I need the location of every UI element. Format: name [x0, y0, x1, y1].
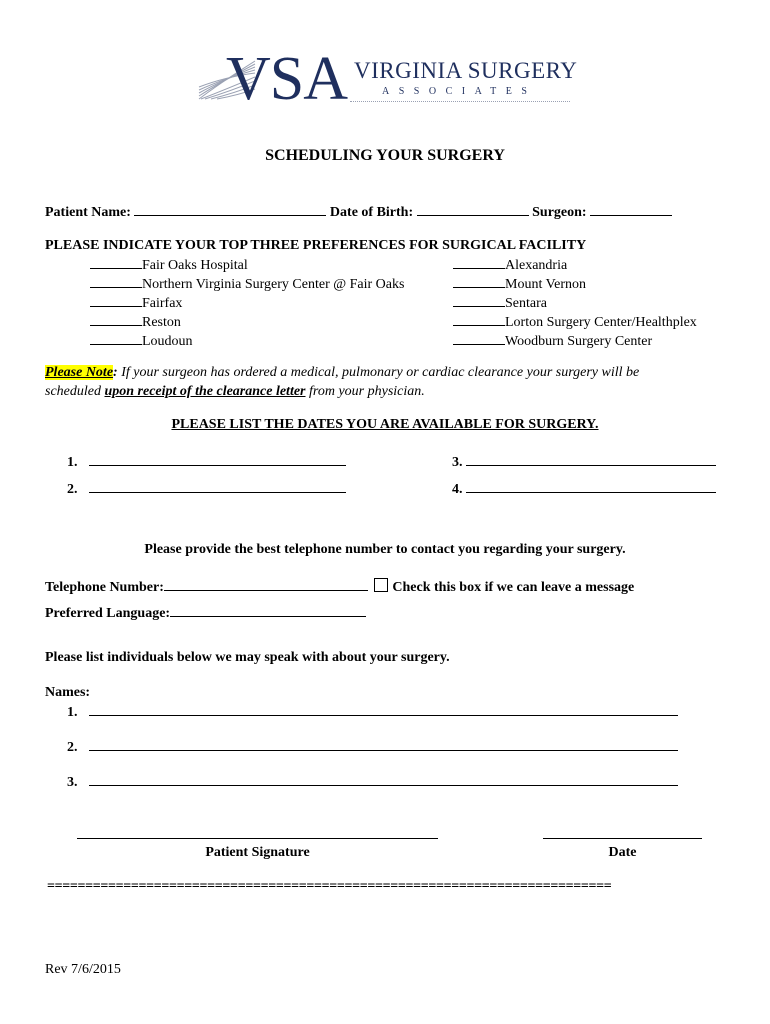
facility-option[interactable]: [453, 294, 697, 313]
date-number: 1.: [67, 455, 78, 470]
facility-option[interactable]: [90, 275, 404, 294]
date-line-2[interactable]: [67, 480, 346, 498]
logo-sub: ASSOCIATES: [382, 86, 537, 97]
facility-label: Mount Vernon: [505, 277, 587, 292]
facility-label: Northern Virginia Surgery Center @ Fair Oaks: [142, 277, 405, 292]
facility-option[interactable]: [90, 256, 404, 275]
facility-option[interactable]: [90, 332, 404, 351]
patient-info-row: [45, 203, 672, 221]
leave-message-checkbox[interactable]: [374, 578, 388, 592]
facility-right-list: [453, 256, 697, 351]
phone-intro: Please provide the best telephone number to contact you regarding your surgery.: [144, 542, 626, 557]
facility-option[interactable]: [90, 294, 404, 313]
separator: ==========================================================================: [47, 879, 612, 894]
facility-label: Reston: [142, 315, 181, 330]
note-text-line1: If your surgeon has ordered a medical, pulmonary or cardiac clearance your surgery will be: [117, 365, 640, 380]
note-text-line2a: scheduled: [45, 384, 105, 399]
facility-label: Sentara: [505, 296, 547, 311]
facility-label: Fairfax: [142, 296, 183, 311]
telephone-row: [45, 578, 634, 596]
names-label: Names:: [45, 685, 91, 700]
facility-option[interactable]: [90, 313, 404, 332]
leave-message-label: Check this box if we can leave a message: [392, 580, 635, 595]
date-line-1[interactable]: [67, 453, 346, 471]
facility-label: Fair Oaks Hospital: [142, 258, 248, 273]
clearance-note: [45, 363, 639, 401]
note-colon: :: [113, 365, 118, 380]
dates-heading: PLEASE LIST THE DATES YOU ARE AVAILABLE FOR SURGERY.: [171, 417, 599, 432]
logo-letters: VSA: [226, 45, 348, 113]
patient-name-field[interactable]: [134, 203, 326, 216]
date-line-3[interactable]: [452, 453, 716, 471]
page-title: SCHEDULING YOUR SURGERY: [265, 147, 505, 164]
facility-label: Loudoun: [142, 334, 193, 349]
contact-line-2[interactable]: [67, 738, 678, 756]
telephone-label: Telephone Number:: [45, 580, 164, 595]
facility-left-list: [90, 256, 404, 351]
date-signature-line[interactable]: [543, 838, 702, 839]
facility-label: Alexandria: [505, 258, 568, 273]
language-label: Preferred Language:: [45, 606, 171, 621]
revision-date: Rev 7/6/2015: [45, 962, 121, 977]
facility-option[interactable]: [453, 275, 697, 294]
logo-name: VIRGINIA SURGERY: [354, 58, 578, 83]
language-row: [45, 604, 366, 622]
logo-underline: [350, 101, 570, 102]
surgeon-label: Surgeon:: [532, 205, 587, 220]
contact-number: 2.: [67, 740, 78, 755]
telephone-field[interactable]: [164, 578, 368, 591]
facility-heading: PLEASE INDICATE YOUR TOP THREE PREFERENCES FOR SURGICAL FACILITY: [45, 238, 587, 253]
facility-option[interactable]: [453, 313, 697, 332]
contact-line-1[interactable]: [67, 703, 678, 721]
contact-number: 3.: [67, 775, 78, 790]
surgeon-field[interactable]: [590, 203, 672, 216]
facility-option[interactable]: [453, 256, 697, 275]
facility-option[interactable]: [453, 332, 697, 351]
facility-label: Woodburn Surgery Center: [505, 334, 653, 349]
dob-label: Date of Birth:: [329, 205, 414, 220]
date-number: 2.: [67, 482, 78, 497]
date-number: 3.: [452, 455, 463, 470]
patient-name-label: Patient Name:: [45, 205, 131, 220]
language-field[interactable]: [170, 604, 366, 617]
note-label: Please Note: [45, 365, 114, 380]
contacts-intro: Please list individuals below we may speak with about your surgery.: [45, 650, 450, 665]
date-number: 4.: [452, 482, 463, 497]
note-text-line2c: from your physician.: [305, 384, 425, 399]
facility-label: Lorton Surgery Center/Healthplex: [505, 315, 697, 330]
date-signature-label: Date: [608, 845, 637, 860]
date-line-4[interactable]: [452, 480, 716, 498]
dob-field[interactable]: [417, 203, 529, 216]
contact-line-3[interactable]: [67, 773, 678, 791]
contact-number: 1.: [67, 705, 78, 720]
signature-line[interactable]: [77, 838, 438, 839]
note-emphasis: upon receipt of the clearance letter: [104, 384, 306, 399]
signature-label: Patient Signature: [205, 845, 310, 860]
